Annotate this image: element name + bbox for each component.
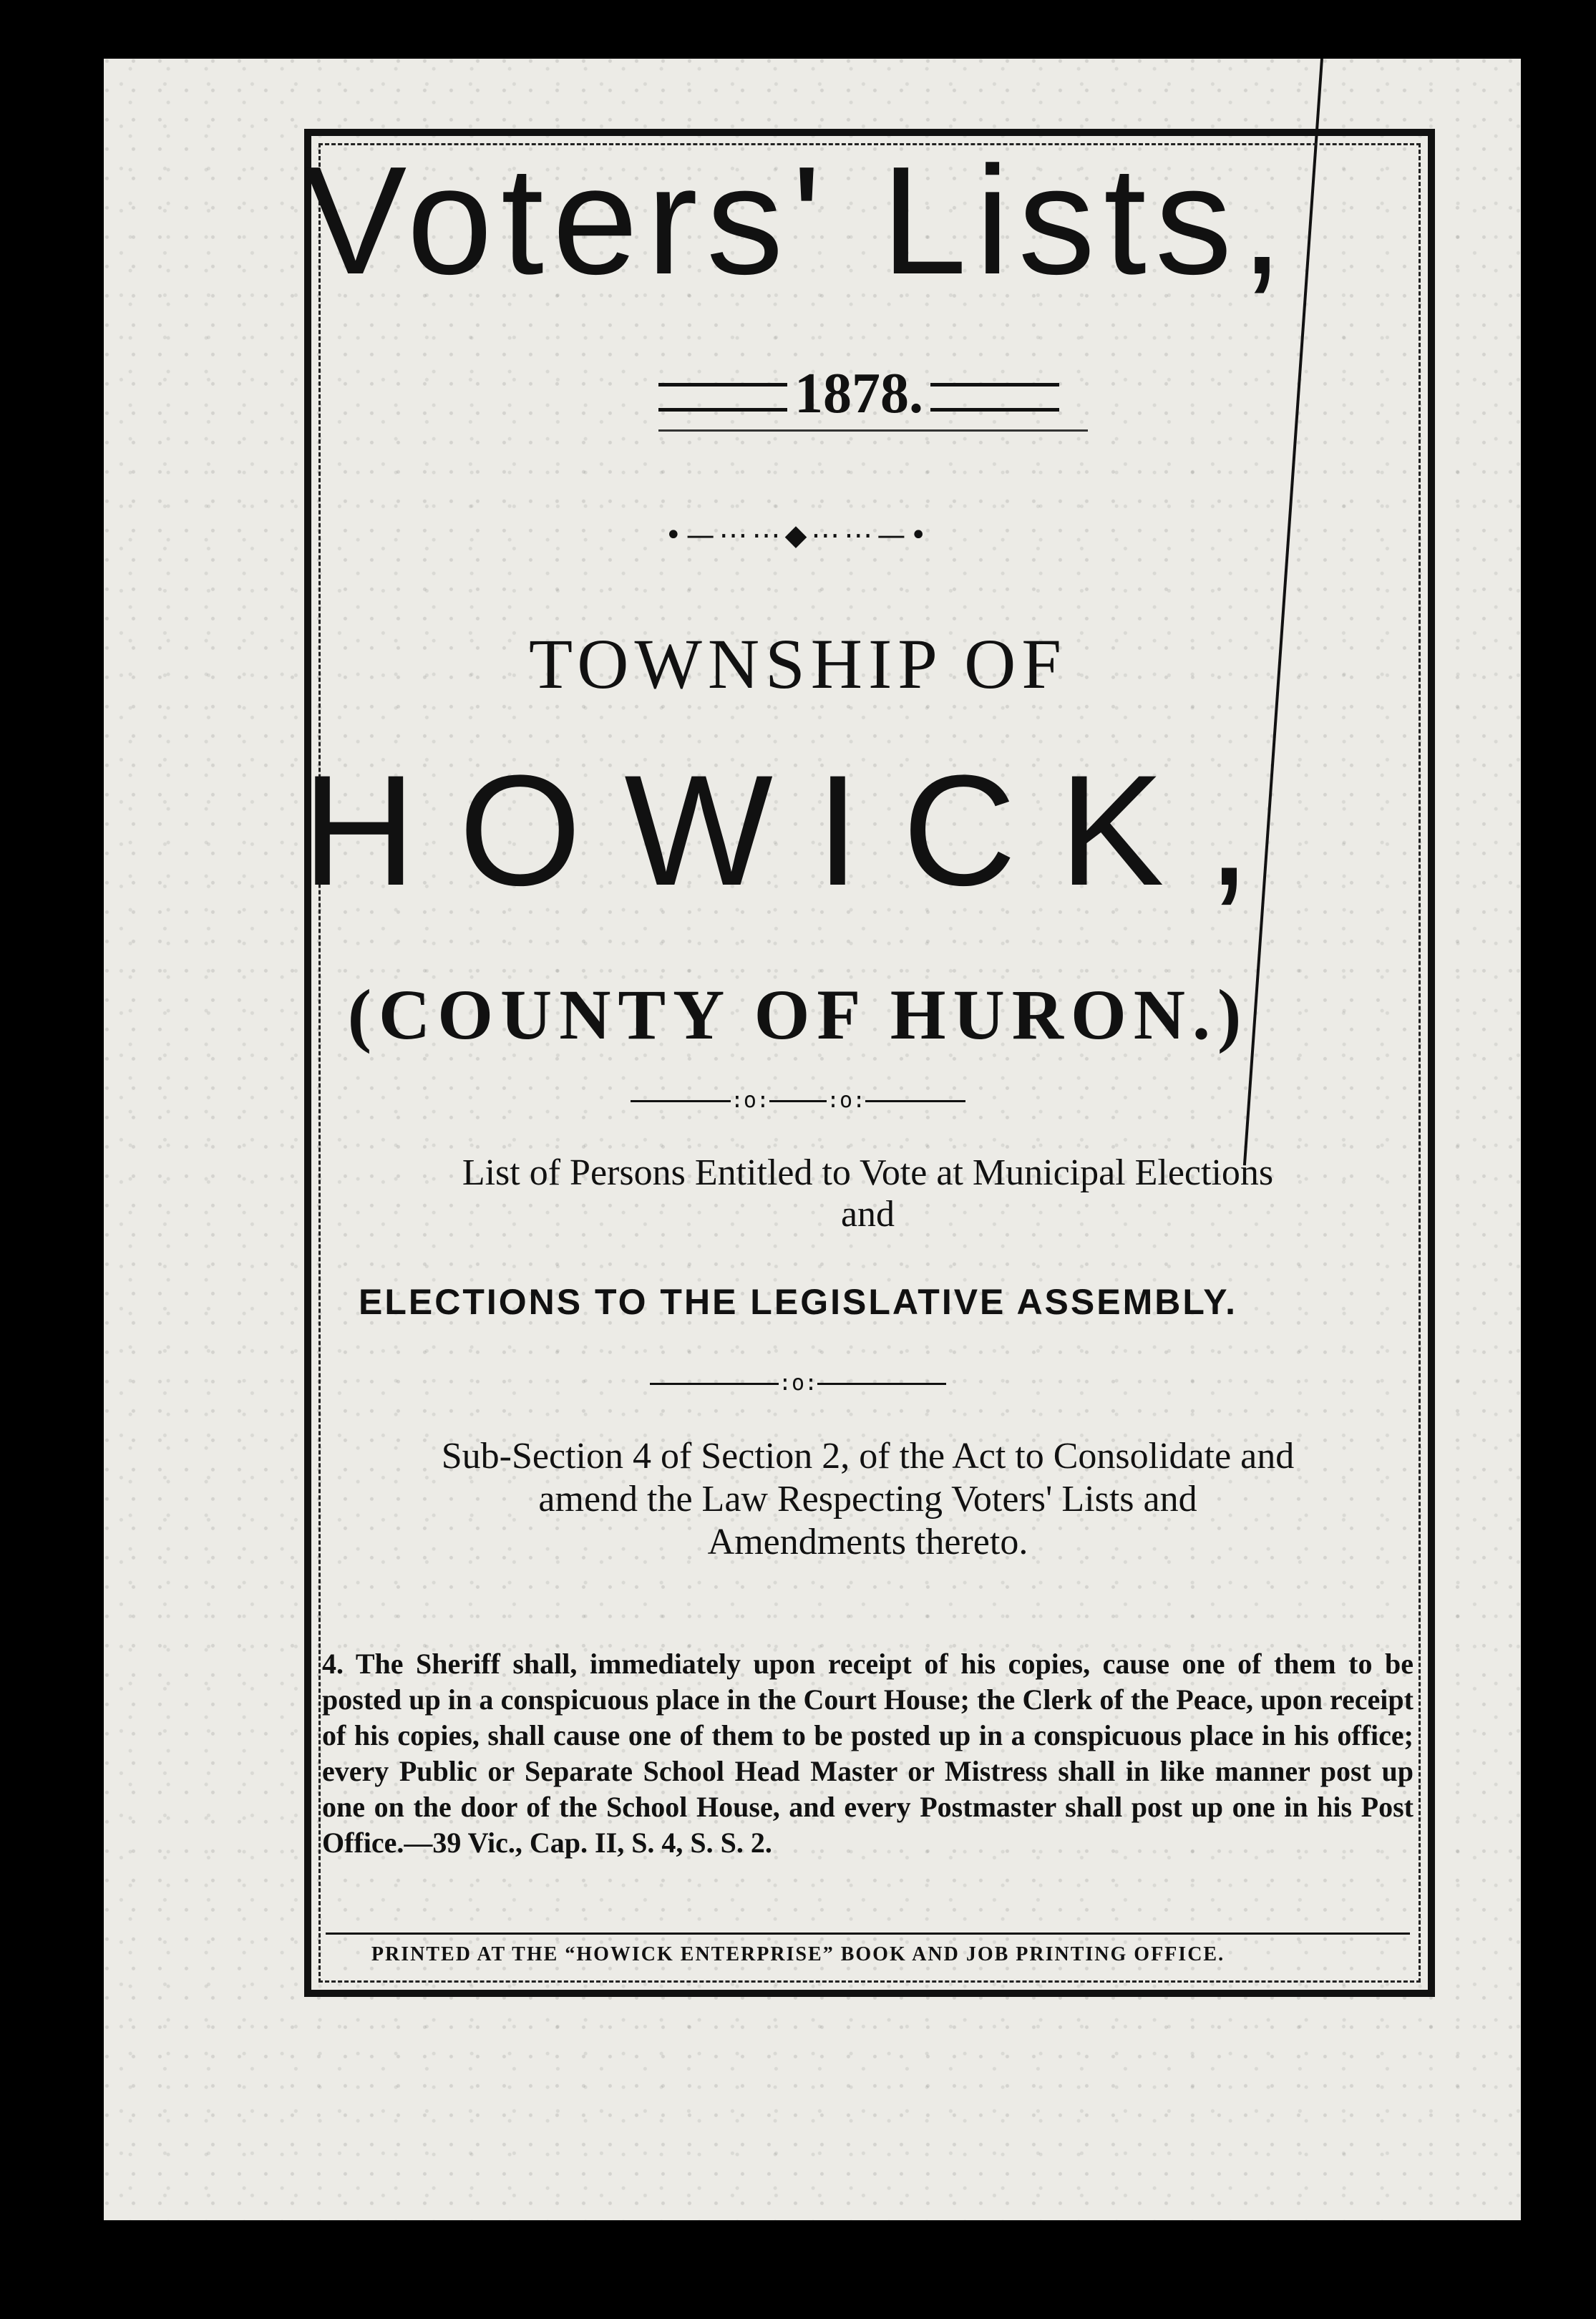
year-rule-right: [930, 383, 1059, 412]
subsection-line-1: Sub-Section 4 of Section 2, of the Act to Consolidate and: [441, 1436, 1295, 1477]
printer-imprint: PRINTED AT THE “HOWICK ENTERPRISE” BOOK AND JOB PRINTING OFFICE.: [371, 1943, 1225, 1965]
list-line-1: List of Persons Entitled to Vote at Municipal Elections: [462, 1152, 1274, 1193]
year-rule-left: [658, 383, 787, 412]
ornament-divider: •—⋯⋯◆⋯⋯—•: [665, 519, 931, 552]
year-underline: [658, 429, 1088, 432]
separator-2: :o:: [0, 1371, 1596, 1396]
separator-1: :o: :o:: [0, 1088, 1596, 1113]
elections-heading: ELECTIONS TO THE LEGISLATIVE ASSEMBLY.: [358, 1282, 1238, 1322]
list-description: [326, 1152, 1410, 1235]
county-name: (COUNTY OF HURON.): [347, 975, 1249, 1054]
subsection-heading: [326, 1435, 1410, 1564]
year: 1878.: [794, 362, 923, 425]
document-title: Voters' Lists,: [303, 134, 1293, 306]
list-line-2: and: [840, 1194, 895, 1235]
statute-paragraph: 4. The Sheriff shall, immediately upon receipt of his copies, cause one of them to be posted up in a conspicuous place in the Court House; the Clerk of the Peace, upon receipt of his copies, shall cause one of them to be posted up in a conspicuous place in his office; every Public or Separate School Head Master or Mistress shall in like manner post up one on the door of the School House, and every Postmaster shall post up one in his Post Office.—39 Vic., Cap. II, S. 4, S. S. 2.: [322, 1648, 1413, 1859]
subsection-line-3: Amendments thereto.: [707, 1522, 1028, 1562]
year-block: [644, 361, 1074, 426]
township-heading: TOWNSHIP OF: [529, 624, 1067, 704]
printer-rule: [326, 1933, 1410, 1935]
township-name: HOWICK,: [302, 742, 1294, 918]
subsection-line-2: amend the Law Respecting Voters' Lists and: [538, 1479, 1197, 1520]
